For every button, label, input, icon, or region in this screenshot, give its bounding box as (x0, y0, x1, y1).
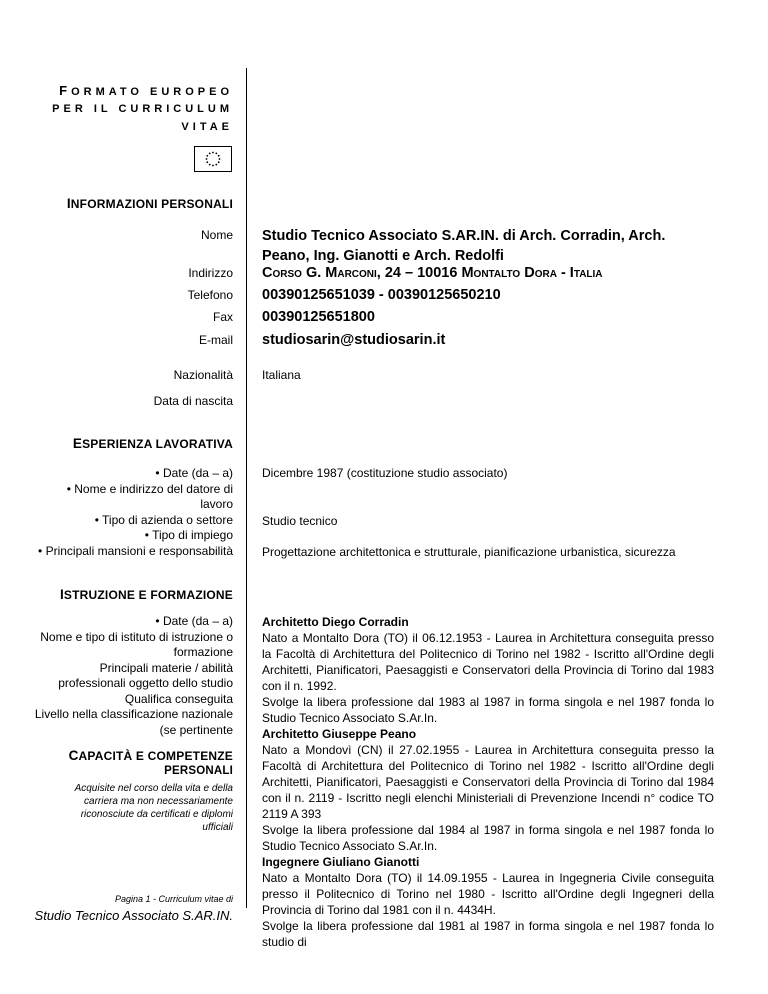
section-skills-line2: PERSONALI (164, 765, 233, 777)
header-line-2: PER IL CURRICULUM (52, 103, 233, 115)
label-edu-qualification: Qualifica conseguita (124, 692, 233, 706)
label-employer-1: • Nome e indirizzo del datore di (66, 482, 233, 496)
edu-entry-text: Nato a Montalto Dora (TO) il 06.12.1953 - Laurea in Architettura conseguita presso la Facoltà di Architettura del Politecnico di Torino nel 1982 - Iscritto all'Ordine degli Architetti, Pianificatori, Paesaggisti e Conservatori della Provincia di Torino dal 1983 con il n. 1992. (262, 631, 714, 693)
value-duties: Progettazione architettonica e strutturale, pianificazione urbanistica, sicurezza (262, 545, 676, 559)
footer-name: Studio Tecnico Associato S.AR.IN. (34, 908, 233, 923)
edu-entry-text: Svolge la libera professione dal 1984 al 1987 in forma singola e nel 1987 fonda lo Studio Tecnico Associato S.Ar.In. (262, 823, 714, 853)
value-email: studiosarin@studiosarin.it (262, 332, 446, 348)
header-line-3: VITAE (181, 121, 233, 133)
edu-entry-text: Nato a Mondovì (CN) il 27.02.1955 - Laurea in Architettura conseguita presso la Facoltà di Architettura del Politecnico di Torino nel 1982 - Iscritto all'Ordine degli Architetti, Pianificatori, Paesaggisti e Conservatori della Provincia di Torino dal 1984 con il n. 2119 - Iscritto negli elenchi Ministeriali di Prevenzione Incendi n° codice TO 2119 A 393 (262, 743, 714, 821)
value-work-date: Dicembre 1987 (costituzione studio associato) (262, 466, 508, 480)
label-duties: • Principali mansioni e responsabilità (38, 544, 233, 558)
section-skills: CAPACITÀ E COMPETENZE (68, 748, 233, 763)
section-personal-info: INFORMAZIONI PERSONALI (66, 196, 233, 211)
value-nome: Studio Tecnico Associato S.AR.IN. di Arch. Corradin, Arch. Peano, Ing. Gianotti e Arch. Redolfi (262, 228, 666, 264)
label-edu-subjects-2: professionali oggetto dello studio (58, 676, 233, 690)
value-indirizzo: Corso G. Marconi, 24 – 10016 Montalto Dora - Italia (262, 265, 603, 281)
edu-entry-text: Nato a Montalto Dora (TO) il 14.09.1955 - Laurea in Ingegneria Civile conseguita presso il Politecnico di Torino nel 1980 - Iscritto all'Ordine degli Ingegneri della Provincia di Torino dal 1981 con il n. 4434H. (262, 871, 714, 917)
label-email: E-mail (198, 333, 233, 347)
label-nazionalita: Nazionalità (173, 368, 233, 382)
section-education: ISTRUZIONE E FORMAZIONE (59, 587, 233, 602)
label-job-type: • Tipo di impiego (144, 528, 233, 542)
eu-flag-icon (194, 146, 232, 172)
skills-note: Acquisite nel corso della vita e della carriera ma non necessariamente riconosciute da certificati e diplomi ufficiali (74, 783, 233, 833)
edu-entry-name: Architetto Giuseppe Peano (262, 727, 417, 741)
label-employer-2: lavoro (200, 497, 233, 511)
edu-entry-text: Svolge la libera professione dal 1981 al 1987 in forma singola e nel 1987 fonda lo studio di (262, 919, 714, 949)
edu-entry-name: Ingegnere Giuliano Gianotti (262, 855, 420, 869)
value-nazionalita: Italiana (262, 368, 301, 382)
label-edu-level-2: (se pertinente (159, 723, 233, 737)
label-edu-date: • Date (da – a) (155, 614, 233, 628)
label-telefono: Telefono (187, 288, 233, 302)
value-telefono: 00390125651039 - 00390125650210 (262, 287, 501, 303)
edu-entry-name: Architetto Diego Corradin (262, 615, 409, 629)
value-sector: Studio tecnico (262, 514, 338, 528)
label-nome: Nome (200, 228, 233, 242)
header-line-1: FORMATO EUROPEO (59, 83, 233, 98)
label-edu-institute-2: formazione (173, 645, 233, 659)
label-sector: • Tipo di azienda o settore (94, 513, 233, 527)
label-edu-institute: Nome e tipo di istituto di istruzione o (40, 630, 233, 644)
edu-entry-text: Svolge la libera professione dal 1983 al 1987 in forma singola e nel 1987 fonda lo Studio Tecnico Associato S.Ar.In. (262, 695, 714, 725)
value-fax: 00390125651800 (262, 309, 375, 325)
label-edu-level: Livello nella classificazione nazionale (34, 707, 233, 721)
label-data-nascita: Data di nascita (153, 394, 233, 408)
column-divider (246, 68, 247, 908)
label-edu-subjects: Principali materie / abilità (99, 661, 233, 675)
section-work-experience: ESPERIENZA LAVORATIVA (72, 436, 233, 451)
label-indirizzo: Indirizzo (188, 266, 233, 280)
label-work-date: • Date (da – a) (155, 466, 233, 480)
footer-page: Pagina 1 - Curriculum vitae di (114, 894, 233, 904)
education-entries (262, 614, 714, 950)
label-fax: Fax (212, 310, 233, 324)
